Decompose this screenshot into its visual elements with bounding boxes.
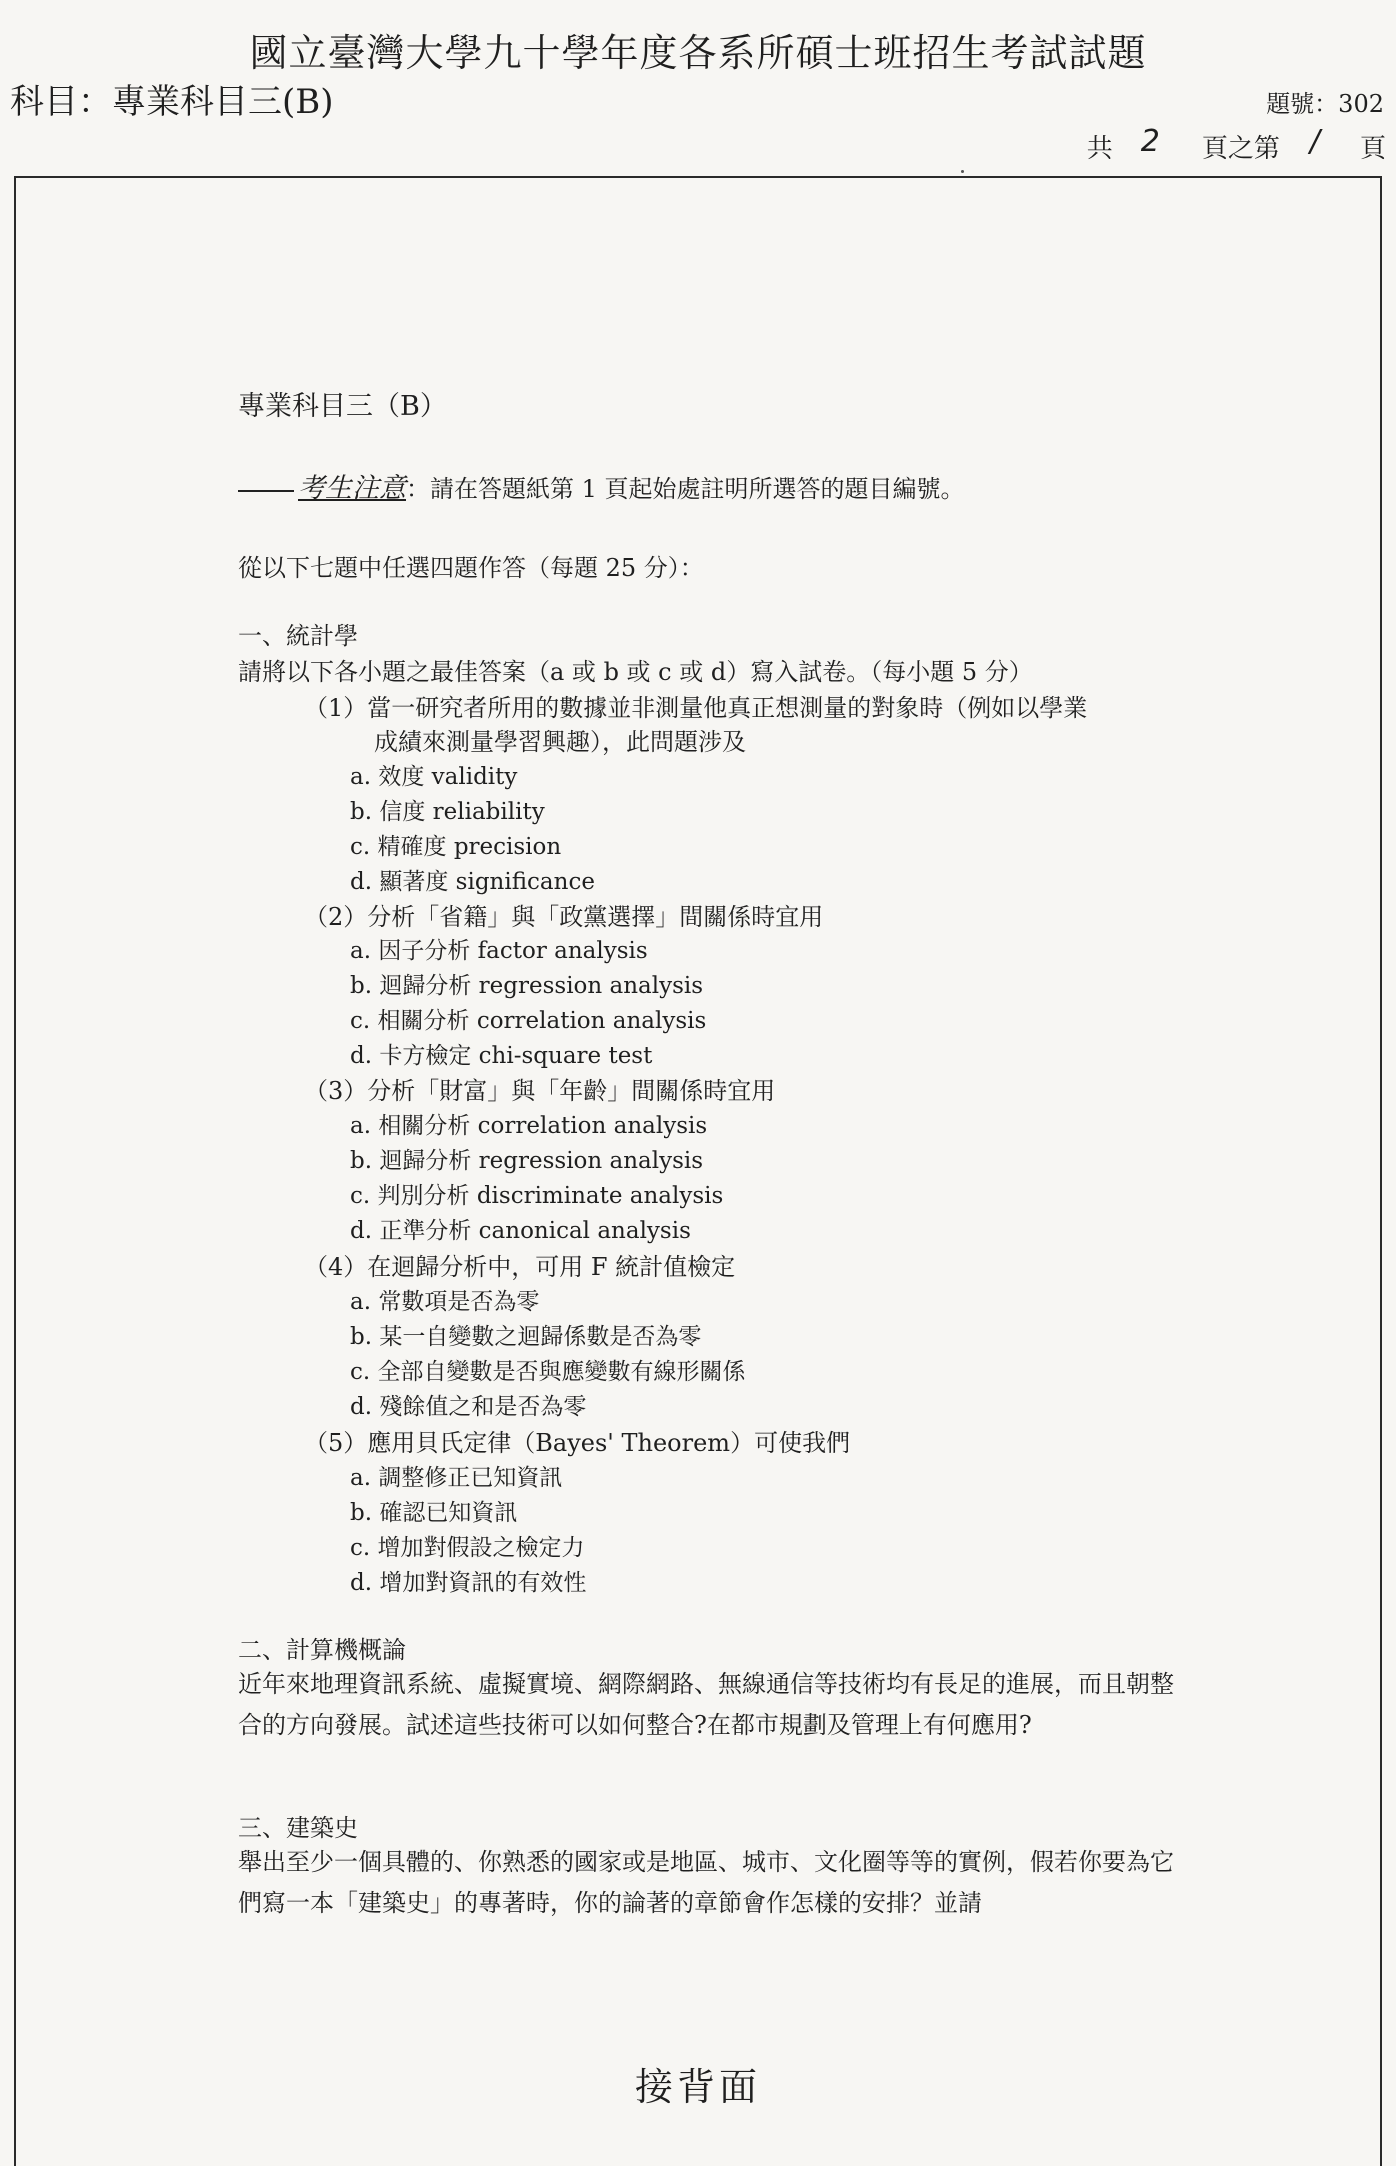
question-1-option-d: d. 顯著度 significance [350,869,595,895]
question-2-option-d: d. 卡方檢定 chi-square test [350,1043,653,1069]
question-3-option-c: c. 判別分析 discriminate analysis [350,1183,724,1209]
question-2-option-b: b. 迴歸分析 regression analysis [350,973,704,999]
page-mid: 頁之第 [1201,134,1280,164]
question-5-option-d: d. 增加對資訊的有效性 [350,1570,587,1596]
question-4-option-b: b. 某一自變數之迴歸係數是否為零 [350,1324,702,1350]
question-5-stem: （5）應用貝氏定律（Bayes' Theorem）可使我們 [304,1429,851,1457]
question-2-option-c: c. 相關分析 correlation analysis [350,1008,707,1034]
section2-title: 二、計算機概論 [238,1636,406,1664]
question-3-option-b: b. 迴歸分析 regression analysis [350,1148,704,1174]
question-1-option-a: a. 效度 validity [350,764,518,790]
section2-text: 近年來地理資訊系統、虛擬實境、網際網路、無線通信等技術均有長足的進展，而且朝整合的方向發展。試述這些技術可以如何整合?在都市規劃及管理上有何應用? [238,1670,1174,1739]
question-3-option-d: d. 正準分析 canonical analysis [350,1218,691,1244]
question-5-option-b: b. 確認已知資訊 [350,1500,518,1526]
question-4-stem: （4）在迴歸分析中，可用 F 統計值檢定 [304,1253,736,1281]
subject-line: 科目：專業科目三(B) [10,82,334,122]
page-current: / [1309,124,1320,159]
speck [961,170,964,173]
section3-title: 三、建築史 [238,1814,358,1842]
page-total: 2 [1140,124,1160,159]
question-3-option-a: a. 相關分析 correlation analysis [350,1113,708,1139]
section3-text: 舉出至少一個具體的、你熟悉的國家或是地區、城市、文化圈等等的實例，假若你要為它們寫一本「建築史」的專著時，你的論著的章節會作怎樣的安排？並請 [238,1848,1174,1917]
question-4-option-d: d. 殘餘值之和是否為零 [350,1394,587,1420]
question-2-stem: （2）分析「省籍」與「政黨選擇」間關係時宜用 [304,903,824,931]
intro-title: 專業科目三（B） [238,391,447,422]
notice-label: 考生注意 [298,473,406,504]
exam-number: 題號：302 [1266,90,1384,118]
question-1-option-b: b. 信度 reliability [350,799,545,825]
continue-on-back-note: 接背面 [634,2065,761,2109]
page-count [1086,124,1386,165]
section1-title: 一、統計學 [238,622,358,650]
question-5-option-a: a. 調整修正已知資訊 [350,1465,563,1491]
question-4-option-c: c. 全部自變數是否與應變數有線形關係 [350,1359,746,1385]
question-4-option-a: a. 常數項是否為零 [350,1289,540,1315]
exam-title: 國立臺灣大學九十學年度各系所碩士班招生考試試題 [249,31,1147,75]
question-1-option-c: c. 精確度 precision [350,834,562,860]
question-1-stem-cont: 成績來測量學習興趣），此問題涉及 [374,728,746,756]
question-1-stem: （1）當一研究者所用的數據並非測量他真正想測量的對象時（例如以學業 [304,694,1088,722]
instruction: 從以下七題中任選四題作答（每題 25 分）： [238,554,704,582]
notice-dash [238,490,294,492]
page-suffix: 頁 [1359,134,1386,164]
section1-instruction: 請將以下各小題之最佳答案（a 或 b 或 c 或 d）寫入試卷。（每小題 5 分） [238,658,1033,686]
question-2-option-a: a. 因子分析 factor analysis [350,938,648,964]
question-5-option-c: c. 增加對假設之檢定力 [350,1535,585,1561]
question-3-stem: （3）分析「財富」與「年齡」間關係時宜用 [304,1077,776,1105]
page-total-prefix: 共 [1086,134,1113,164]
notice [238,466,965,505]
notice-text: ：請在答題紙第 1 頁起始處註明所選答的題目編號。 [406,475,965,503]
